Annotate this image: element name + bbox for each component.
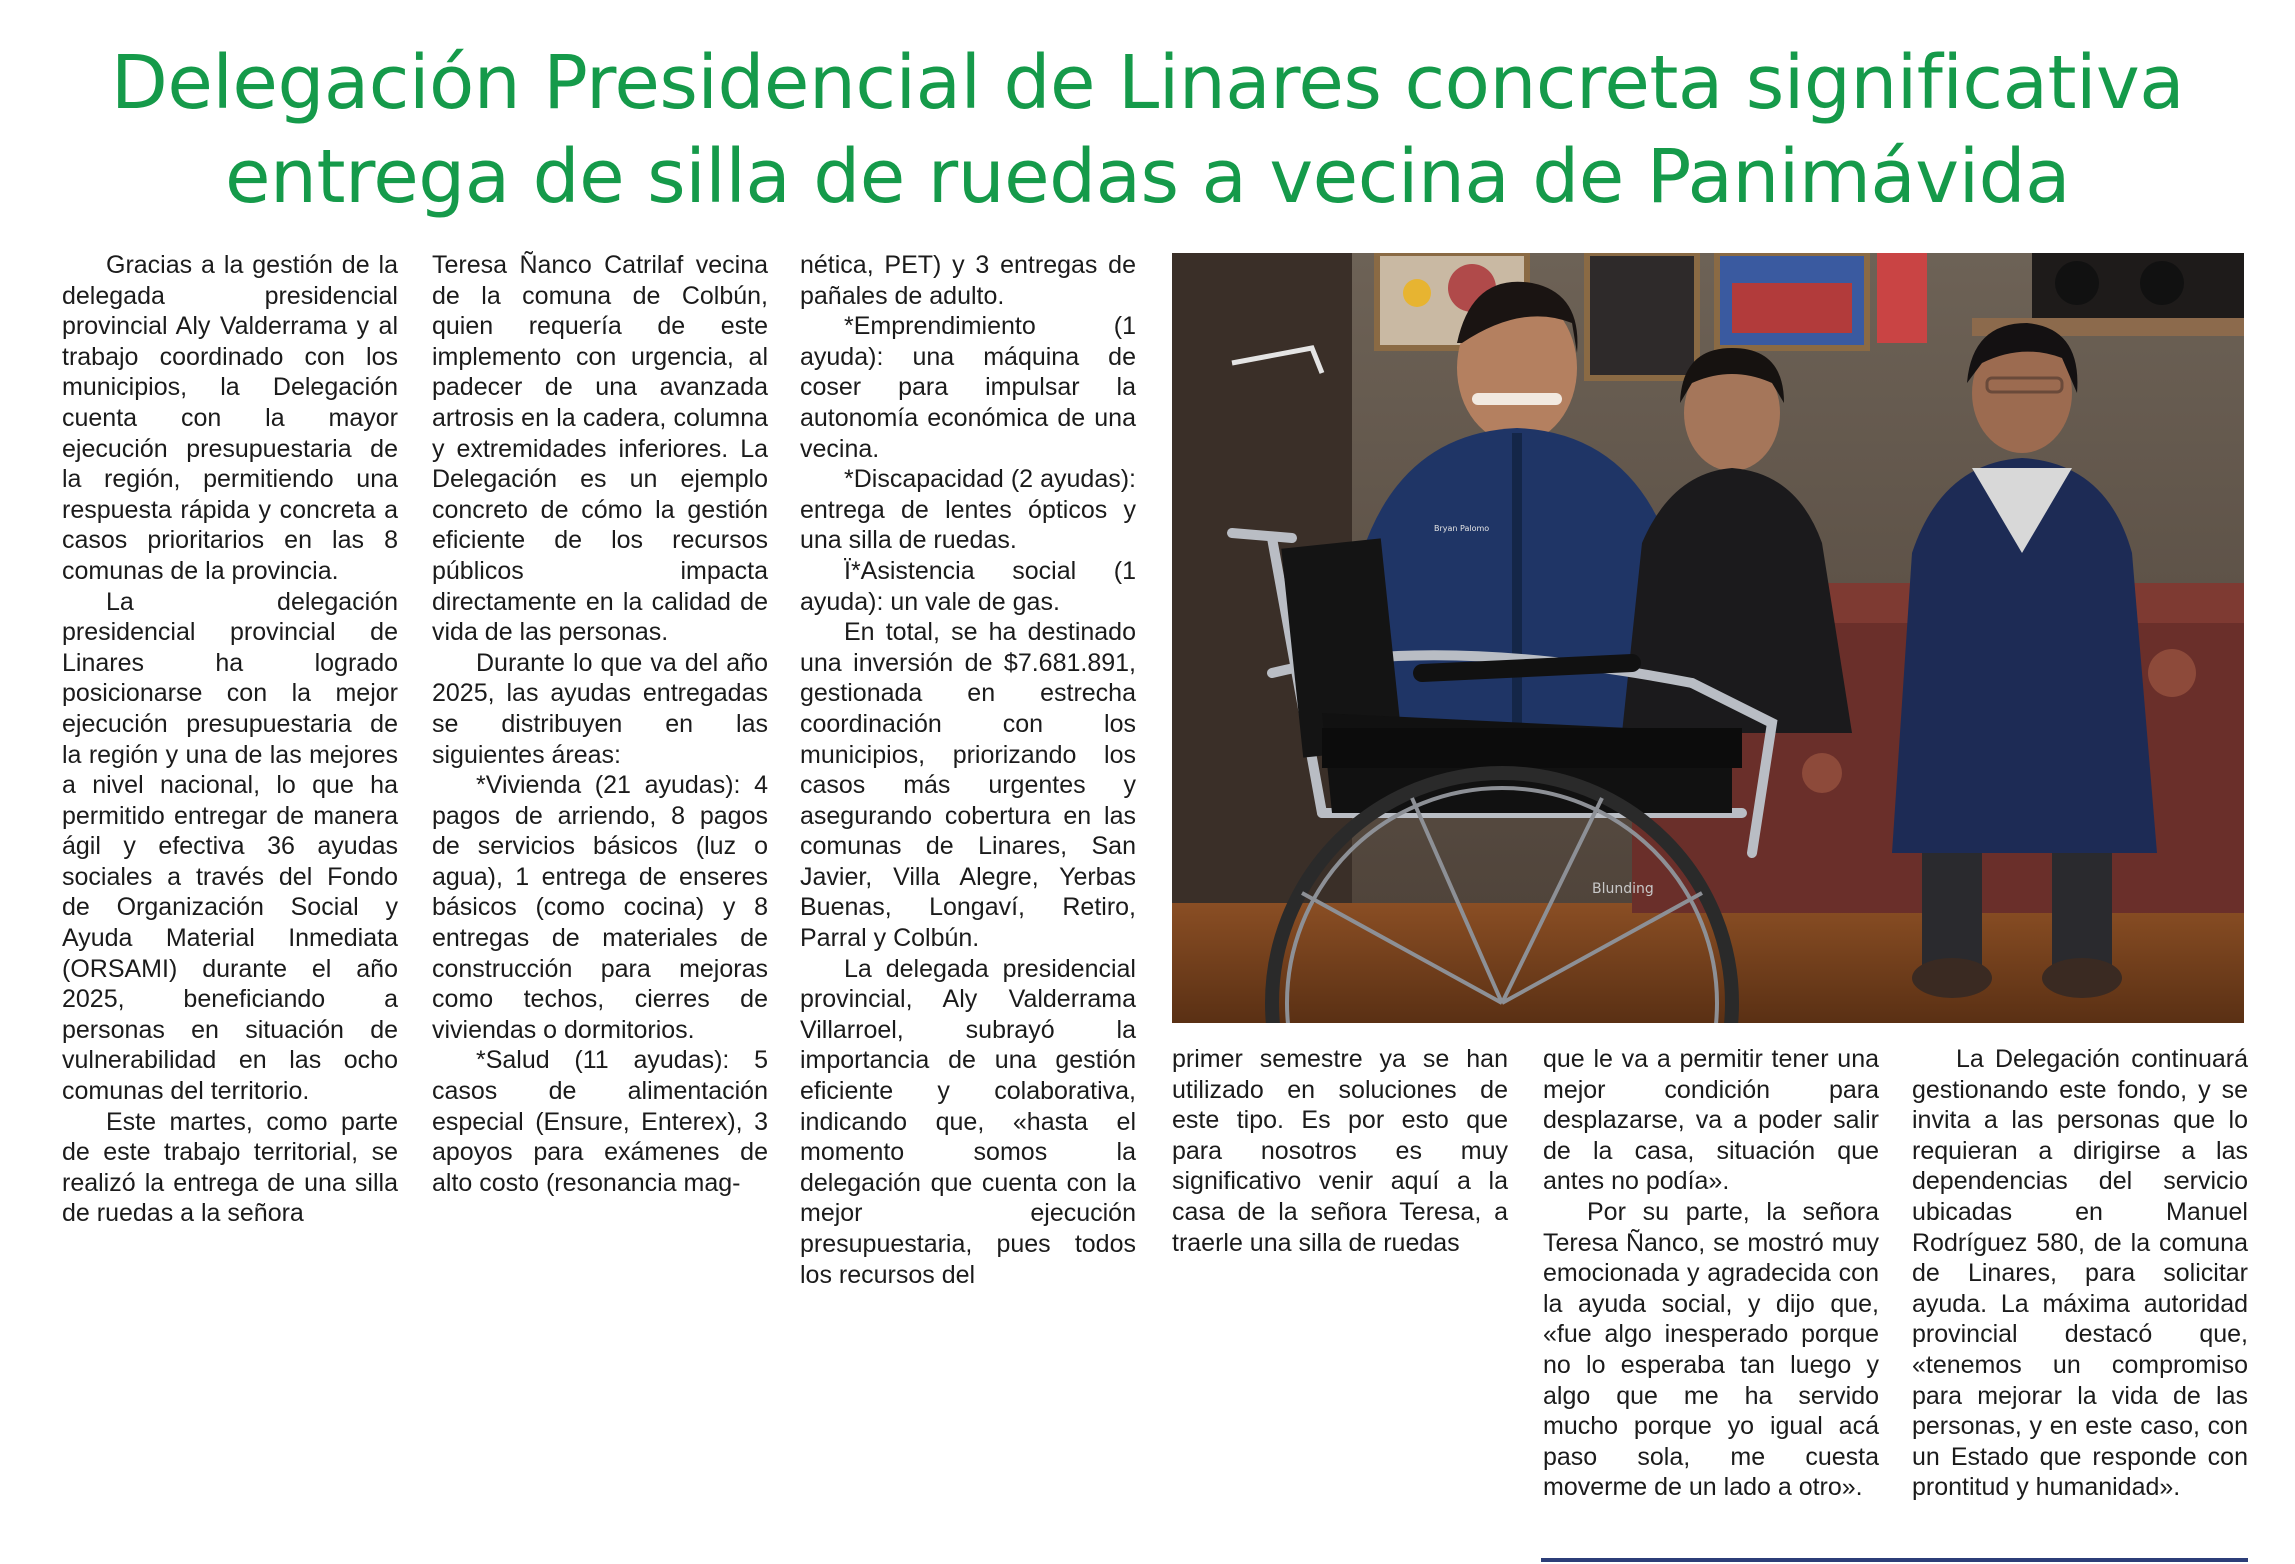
text-column-5 [1543,1044,1879,1503]
paragraph: En total, se ha destinado una inversión de $7.681.891, gestionada en estrecha coordinación con los municipios, priorizando los casos más urgentes y asegurando cobertura en las comunas de Linares, San Javier, Villa Alegre, Yerbas Buenas, Longaví, Retiro, Parral y Colbún. [800,618,1136,953]
text-column-2 [432,250,768,1198]
text-column-3 [800,250,1136,1290]
wheelchair-brand: Blunding [1592,881,1654,897]
paragraph: *Emprendimiento (1 ayuda): una máquina de coser para impulsar la autonomía económica de una vecina. [800,312,1136,463]
text-column-6 [1912,1044,2248,1503]
paragraph: La Delegación continuará gestionando este fondo, y se invita a las personas que lo requieran a dirigirse a las dependencias del servicio ubicadas en Manuel Rodríguez 580, de la comuna de Linares, para solicitar ayuda. La máxima autoridad provincial destacó que, «tenemos un compromiso para mejorar la vida de las personas, y en este caso, con un Estado que responde con prontitud y humanidad». [1912,1045,2248,1502]
paragraph: *Discapacidad (2 ayudas): entrega de lentes ópticos y una silla de ruedas. [800,465,1136,555]
paragraph: La delegación presidencial provincial de Linares ha logrado posicionarse con la mejor ejecución presupuestaria de la región y una de las mejores a nivel nacional, lo que ha permitido entregar de manera ágil y efectiva 36 ayudas sociales a través del Fondo de Organización Social y Ayuda Material Inmediata (ORSAMI) durante el año 2025, beneficiando a personas en situación de vulnerabilidad en las ocho comunas del territorio. [62,587,398,1106]
paragraph: *Salud (11 ayudas): 5 casos de alimentación especial (Ensure, Enterex), 3 apoyos para exámenes de alto costo (resonancia mag- [432,1046,768,1197]
paragraph: Ï*Asistencia social (1 ayuda): un vale de gas. [800,556,1136,616]
bottom-rule [1541,1558,2248,1562]
paragraph: que le va a permitir tener una mejor condición para desplazarse, va a poder salir de la casa, situación que antes no podía». [1543,1045,1879,1196]
jacket-text: Bryan Palomo [1434,524,1490,533]
paragraph: primer semestre ya se han utilizado en soluciones de este tipo. Es por esto que para nosotros es muy significativo venir aquí a la casa de la señora Teresa, a traerle una silla de ruedas [1172,1045,1508,1257]
paragraph: *Vivienda (21 ayudas): 4 pagos de arriendo, 8 pagos de servicios básicos (luz o agua), 1 entrega de enseres básicos (como cocina) y 8 entregas de materiales de construcción para mejoras como techos, cierres de viviendas o dormitorios. [432,771,768,1044]
paragraph: nética, PET) y 3 entregas de pañales de adulto. [800,251,1136,310]
paragraph: La delegada presidencial provincial, Aly Valderrama Villarroel, subrayó la importancia de una gestión eficiente y colaborativa, indicando que, «hasta el momento somos la delegación que cuenta con la mejor ejecución presupuestaria, pues todos los recursos del [800,954,1136,1289]
paragraph: Teresa Ñanco Catrilaf vecina de la comuna de Colbún, quien requería de este implemento con urgencia, al padecer de una avanzada artrosis en la cadera, columna y extremidades inferiores. La Delegación es un ejemplo concreto de cómo la gestión eficiente de los recursos públicos impacta directamente en la calidad de vida de las personas. [432,251,768,647]
paragraph: Gracias a la gestión de la delegada presidencial provincial Aly Valderrama y al trabajo coordinado con los municipios, la Delegación cuenta con la mayor ejecución presupuestaria de la región, permitiendo una respuesta rápida y concreta a casos prioritarios en las 8 comunas de la provincia. [62,251,398,585]
text-column-1 [62,250,398,1229]
paragraph: Por su parte, la señora Teresa Ñanco, se mostró muy emocionada y agradecida con la ayuda social, y dijo que, «fue algo inesperado porque no lo esperaba tan luego y algo que me ha servido mucho porque yo igual acá paso sola, me cuesta moverme de un lado a otro». [1543,1197,1879,1502]
article-photo [1172,253,2244,1023]
text-column-4 [1172,1044,1508,1258]
paragraph: Durante lo que va del año 2025, las ayudas entregadas se distribuyen en las siguientes áreas: [432,648,768,769]
paragraph: Este martes, como parte de este trabajo territorial, se realizó la entrega de una silla de ruedas a la señora [62,1107,398,1228]
headline: Delegación Presidencial de Linares concreta significativa entrega de silla de ruedas a vecina de Panimávida [110,40,2185,220]
